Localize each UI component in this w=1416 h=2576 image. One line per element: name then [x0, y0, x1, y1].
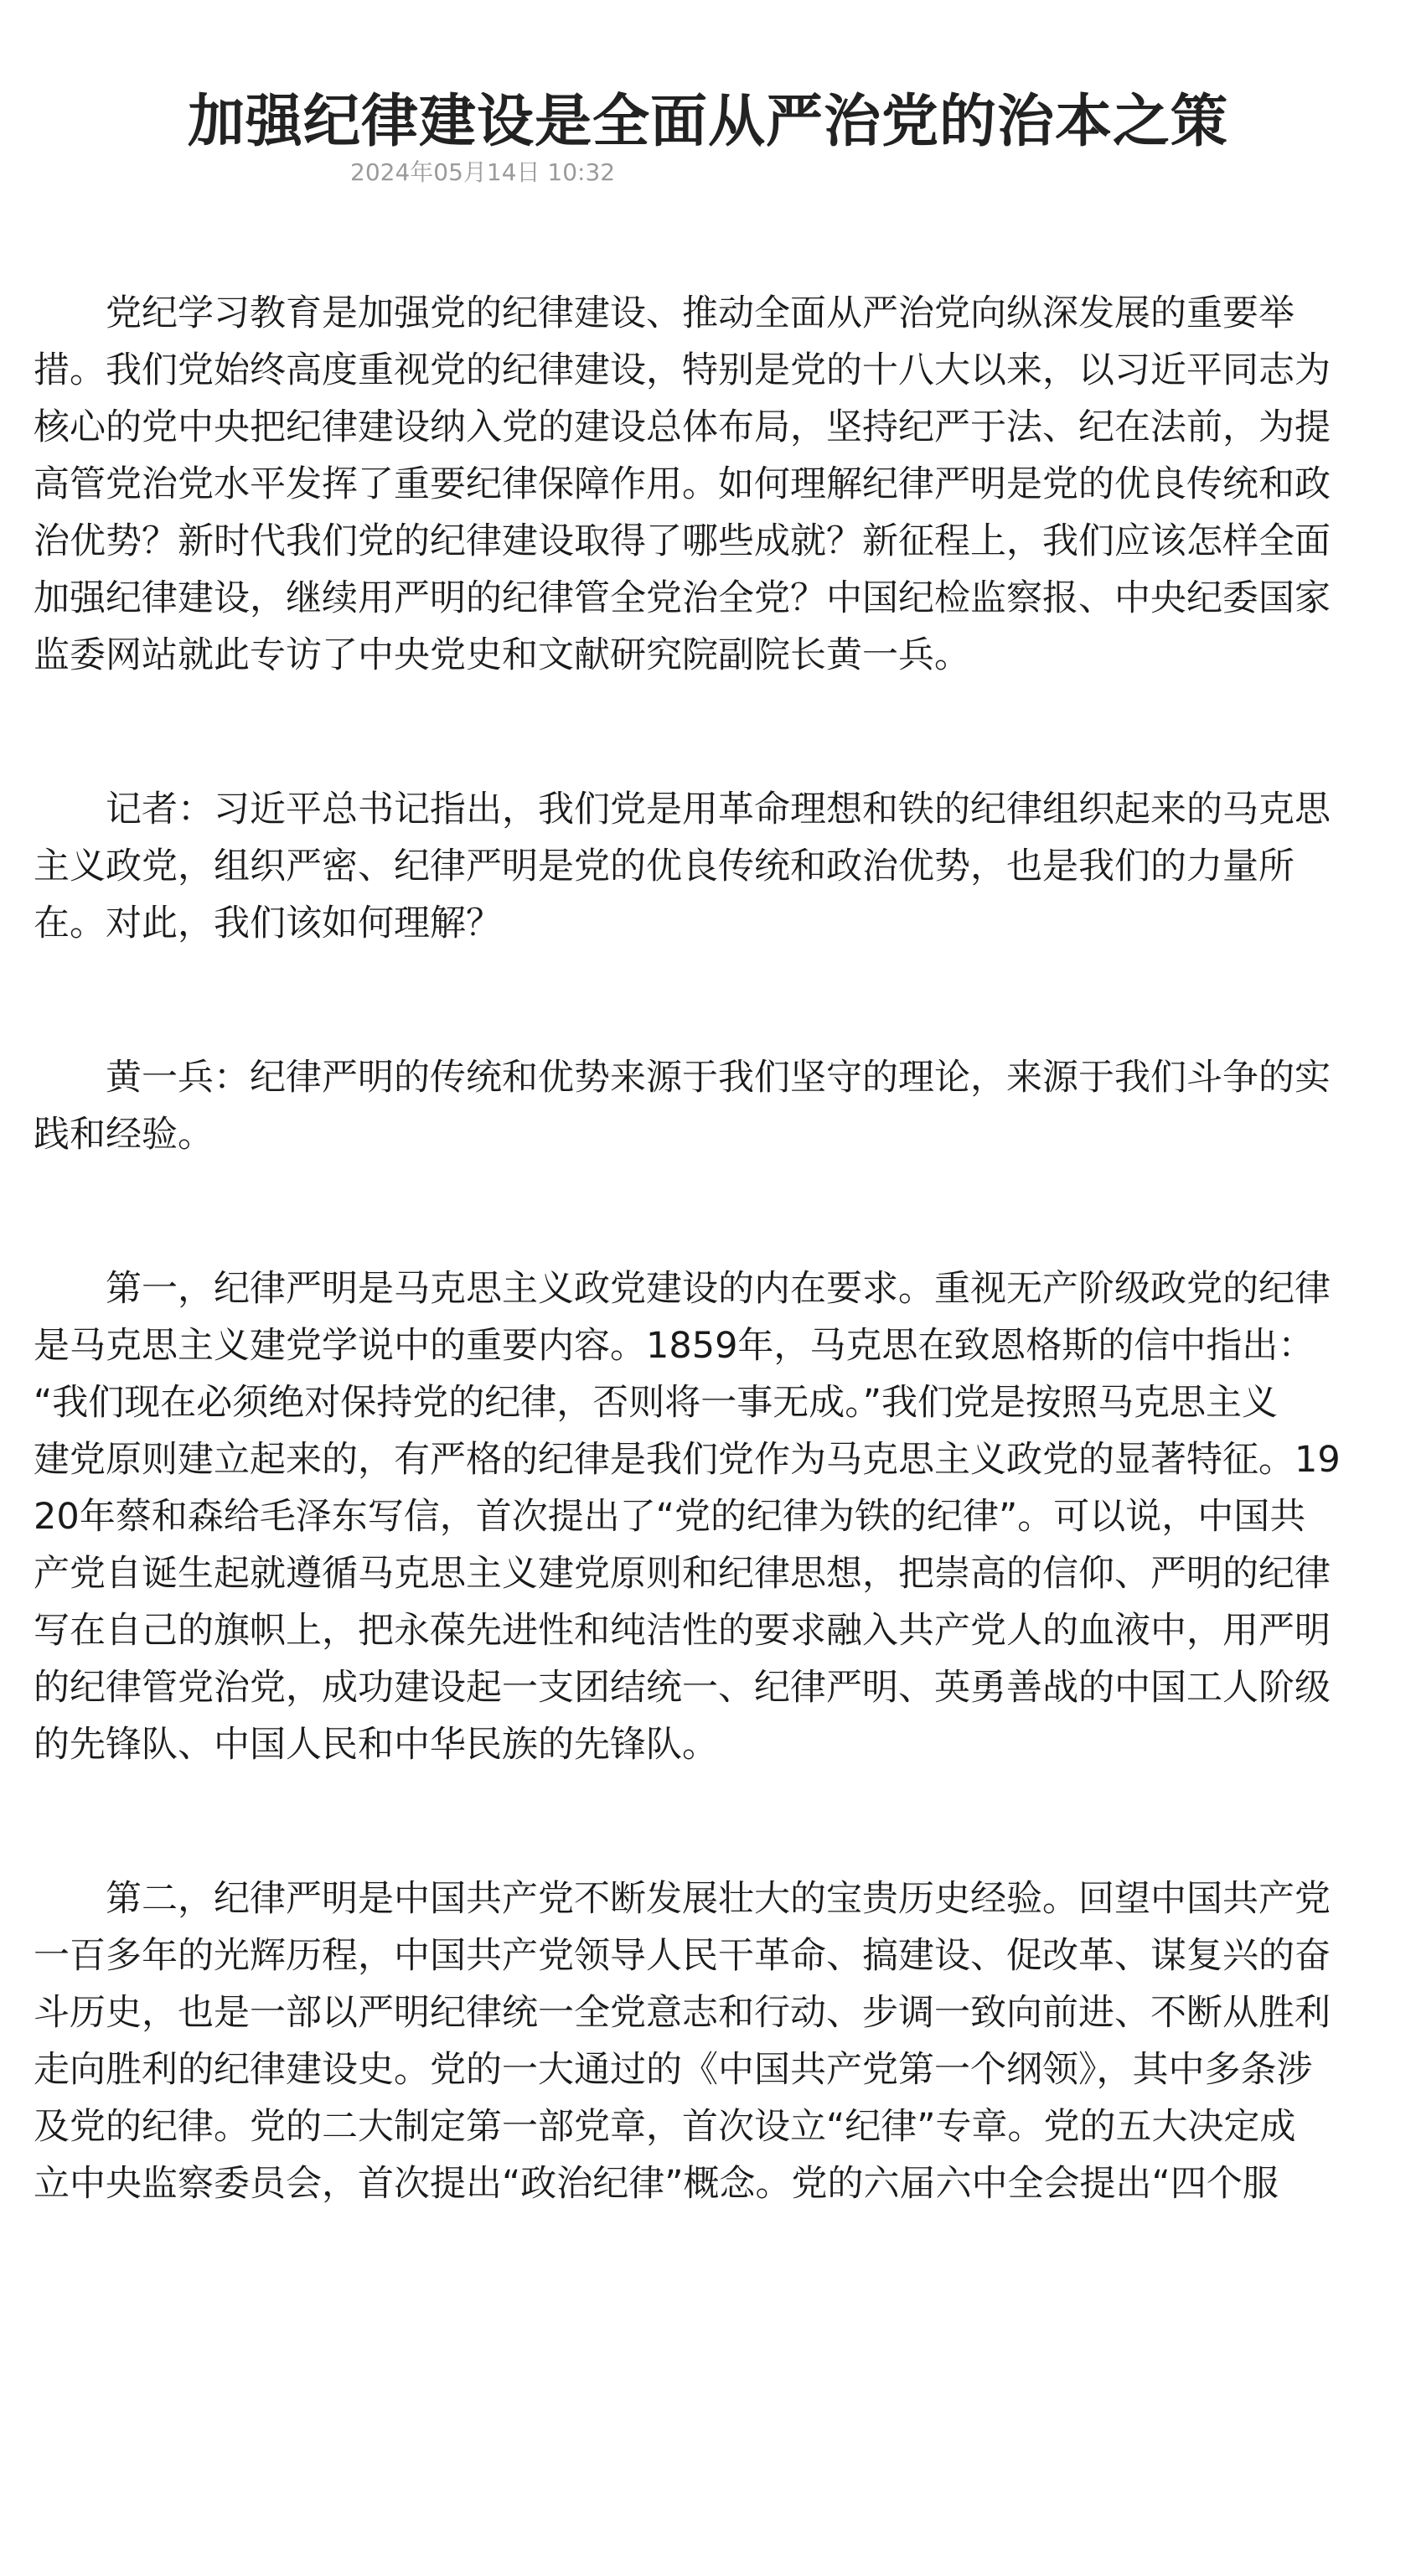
paragraph-line: 黄一兵：纪律严明的传统和优势来源于我们坚守的理论，来源于我们斗争的实 [106, 1057, 1331, 1099]
paragraph-line: 立中央监察委员会，首次提出“政治纪律”概念。党的六届六中全会提出“四个服 [34, 2163, 1279, 2205]
paragraph-line: 是马克思主义建党学说中的重要内容。1859年，马克思在致恩格斯的信中指出： [34, 1325, 1315, 1367]
paragraph-line: 及党的纪律。党的二大制定第一部党章，首次设立“纪律”专章。党的五大决定成 [34, 2106, 1296, 2148]
paragraph-line: 一百多年的光辉历程，中国共产党领导人民干革命、搞建设、促改革、谋复兴的奋 [34, 1935, 1331, 1977]
paragraph-line: 高管党治党水平发挥了重要纪律保障作用。如何理解纪律严明是党的优良传统和政 [34, 463, 1331, 505]
paragraph-line: 主义政党，组织严密、纪律严明是党的优良传统和政治优势，也是我们的力量所 [34, 846, 1295, 887]
paragraph-line: 走向胜利的纪律建设史。党的一大通过的《中国共产党第一个纲领》，其中多条涉 [34, 2049, 1313, 2091]
paragraph-line: 第一，纪律严明是马克思主义政党建设的内在要求。重视无产阶级政党的纪律 [106, 1268, 1331, 1310]
paragraph-line: 产党自诞生起就遵循马克思主义建党原则和纪律思想，把崇高的信仰、严明的纪律 [34, 1553, 1331, 1595]
article-body [34, 285, 1408, 2310]
paragraph-line: 的先锋队、中国人民和中华民族的先锋队。 [34, 1724, 718, 1766]
paragraph-line: 措。我们党始终高度重视党的纪律建设，特别是党的十八大以来，以习近平同志为 [34, 349, 1331, 391]
paragraph-line: 建党原则建立起来的，有严格的纪律是我们党作为马克思主义政党的显著特征。19 [34, 1439, 1341, 1481]
paragraph-line: 党纪学习教育是加强党的纪律建设、推动全面从严治党向纵深发展的重要举 [106, 292, 1295, 334]
paragraph-line: 监委网站就此专访了中央党史和文献研究院副院长黄一兵。 [34, 634, 970, 676]
article-paragraph [34, 1870, 1408, 2212]
article-title: 加强纪律建设是全面从严治党的治本之策 [187, 88, 1228, 155]
publish-date: 2024年05月14日 10:32 [350, 158, 616, 186]
paragraph-line: 在。对此，我们该如何理解？ [34, 903, 502, 944]
paragraph-line: 斗历史，也是一部以严明纪律统一全党意志和行动、步调一致向前进、不断从胜利 [34, 1992, 1331, 2034]
article-paragraph [34, 1260, 1408, 1773]
paragraph-line: 践和经验。 [34, 1114, 214, 1156]
paragraph-line: 加强纪律建设，继续用严明的纪律管全党治全党？中国纪检监察报、中央纪委国家 [34, 577, 1331, 619]
article-paragraph [34, 781, 1408, 952]
paragraph-line: “我们现在必须绝对保持党的纪律，否则将一事无成。”我们党是按照马克思主义 [34, 1382, 1279, 1424]
paragraph-line: 写在自己的旗帜上，把永葆先进性和纯洁性的要求融入共产党人的血液中，用严明 [34, 1610, 1331, 1652]
article-paragraph [34, 1049, 1408, 1163]
article-paragraph [34, 285, 1408, 684]
paragraph-line: 治优势？新时代我们党的纪律建设取得了哪些成就？新征程上，我们应该怎样全面 [34, 520, 1331, 562]
paragraph-line: 记者：习近平总书记指出，我们党是用革命理想和铁的纪律组织起来的马克思 [106, 789, 1331, 830]
paragraph-line: 的纪律管党治党，成功建设起一支团结统一、纪律严明、英勇善战的中国工人阶级 [34, 1667, 1331, 1709]
paragraph-line: 核心的党中央把纪律建设纳入党的建设总体布局，坚持纪严于法、纪在法前，为提 [34, 406, 1331, 448]
paragraph-line: 20年蔡和森给毛泽东写信，首次提出了“党的纪律为铁的纪律”。可以说，中国共 [34, 1496, 1306, 1538]
paragraph-line: 第二，纪律严明是中国共产党不断发展壮大的宝贵历史经验。回望中国共产党 [106, 1878, 1331, 1920]
